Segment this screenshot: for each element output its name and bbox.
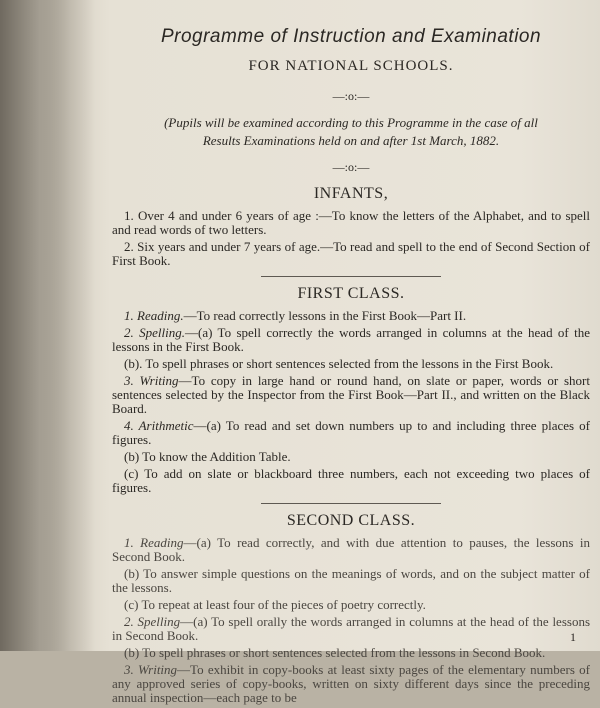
item-text: —To exhibit in copy-books at least sixty pages of the elementary numbers of any approved series of copy-books, written on sixty different days since the preceding annual inspection—each page to be [112,662,590,705]
separator: —:o:— [332,89,370,103]
item-text: (c) To add on slate or blackboard three numbers, each not exceeding two places of figures. [112,466,590,495]
list-item [112,646,590,660]
page-subtitle: FOR NATIONAL SCHOOLS. [248,58,454,74]
item-lead: 1. Reading. [124,308,184,323]
separator-2: —:o:— [332,160,370,174]
item-text: (b). To spell phrases or short sentences selected from the lessons in the First Book. [124,356,554,371]
list-item [112,567,590,595]
second-class-list [112,536,590,705]
first-class-heading: FIRST CLASS. [297,285,405,302]
page-title: Programme of Instruction and Examination [160,26,542,47]
list-item [112,663,590,705]
list-item [112,467,590,495]
book-gutter [0,0,95,651]
list-item [112,357,590,371]
item-text: —To copy in large hand or round hand, on slate or paper, words or short sentences selected by the Inspector from the First Book—Part II., and written on the Black Board. [112,373,590,416]
item-text: —(a) To spell correctly the words arranged in columns at the head of the lessons in the First Book. [112,325,591,354]
item-lead: 3. Writing [124,373,179,388]
second-class-heading: SECOND CLASS. [286,512,416,529]
item-text: —To read correctly lessons in the First Book—Part II. [183,308,467,323]
list-item [112,326,590,354]
infants-item-1: 1. Over 4 and under 6 years of age :—To know the letters of the Alphabet, and to spell and read words of two letters. [112,208,590,237]
item-text: —(a) To read and set down numbers up to and including three places of figures. [112,418,591,447]
item-lead: 1. Reading [124,535,184,550]
item-text: —(a) To spell orally the words arranged in columns at the head of the lessons in Second Book. [112,614,591,643]
page-number: 1 [570,630,576,644]
list-item [112,450,590,464]
item-text: (b) To know the Addition Table. [124,449,291,464]
list-item [112,419,590,447]
examination-note [112,114,590,150]
list-item [112,615,590,643]
note-line-2: Results Examinations held on and after 1st March, 1882. [202,133,500,148]
item-lead: 2. Spelling. [124,325,185,340]
item-text: (b) To answer simple questions on the meanings of words, and on the subject matter of the lessons. [112,566,590,595]
list-item [112,598,590,612]
page-content [112,26,590,708]
section-rule [261,276,441,277]
list-item [112,374,590,416]
item-lead: 2. Spelling [124,614,181,629]
infants-item-2: 2. Six years and under 7 years of age.—To read and spell to the end of Second Section of First Book. [112,239,590,268]
first-class-list [112,309,590,495]
item-text: (b) To spell phrases or short sentences selected from the lessons in Second Book. [124,645,546,660]
note-line-1: (Pupils will be examined according to this Programme in the case of all [164,115,538,130]
section-rule-2 [261,503,441,504]
item-text: (c) To repeat at least four of the pieces of poetry correctly. [124,597,426,612]
list-item [112,309,590,323]
item-text: —(a) To read correctly, and with due attention to pauses, the lessons in Second Book. [112,535,590,564]
item-lead: 3. Writing [124,662,178,677]
list-item [112,536,590,564]
item-lead: 4. Arithmetic [124,418,194,433]
infants-heading: INFANTS, [313,185,389,202]
